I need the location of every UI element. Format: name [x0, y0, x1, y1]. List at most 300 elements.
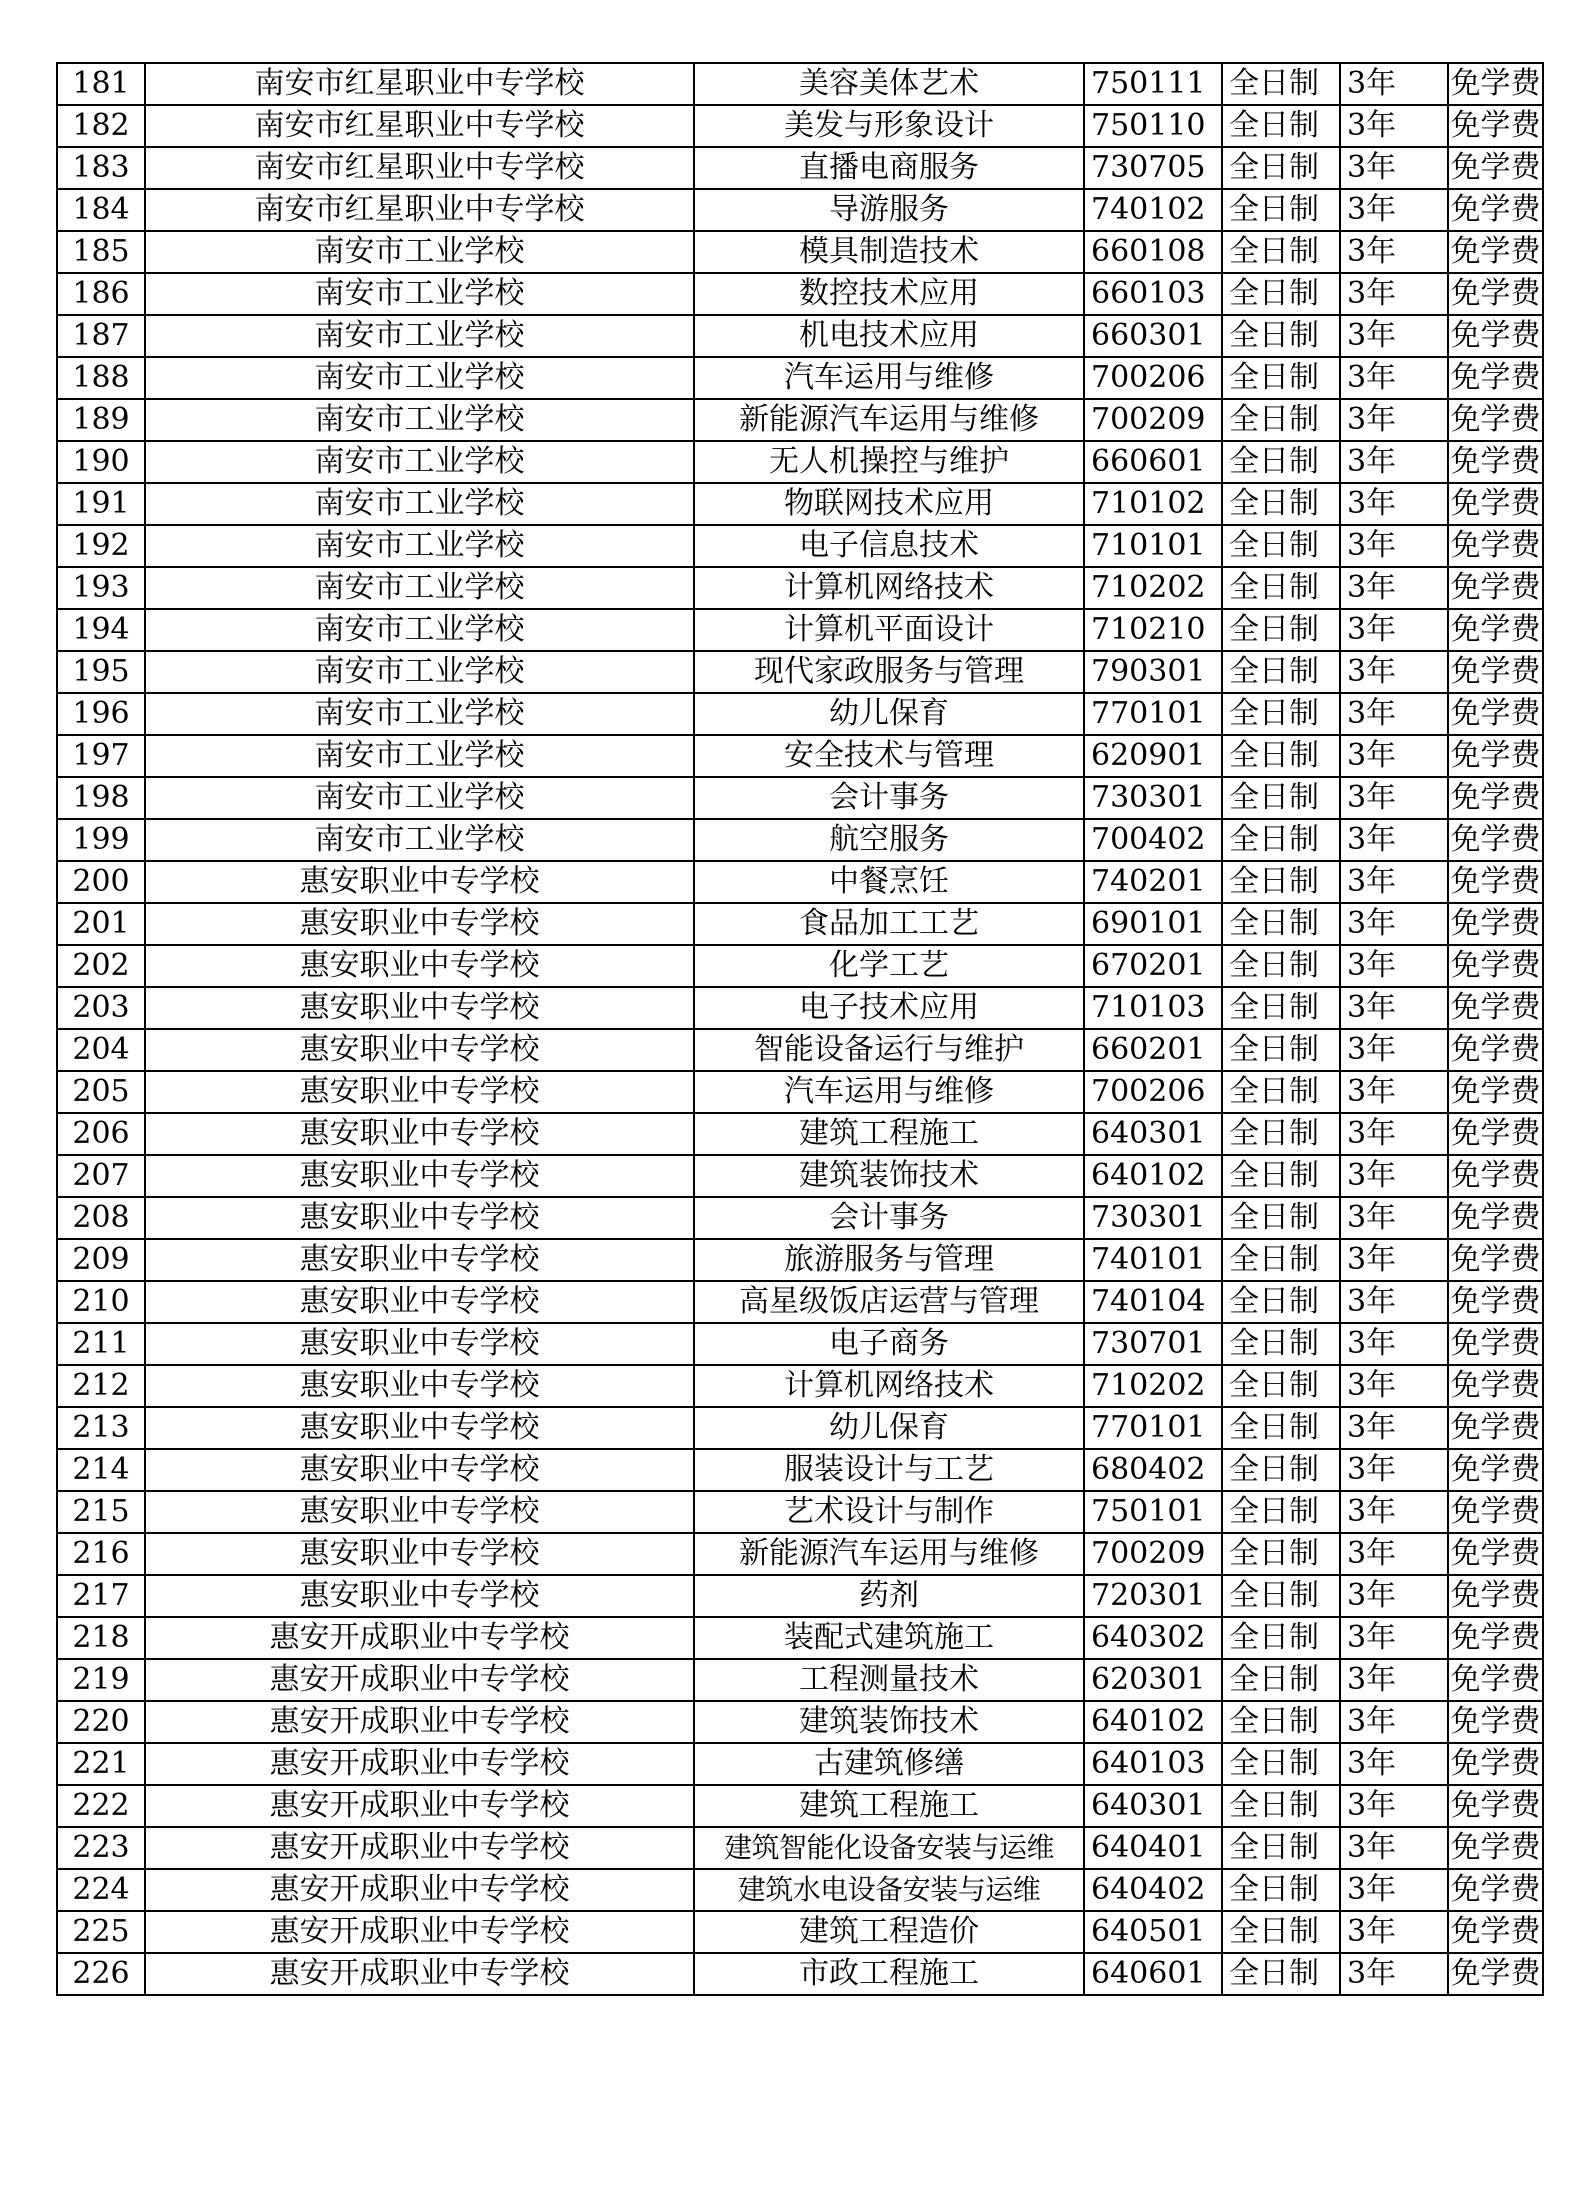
row-number-cell: 182: [57, 105, 145, 147]
school-name-cell: 南安市工业学校: [145, 651, 694, 693]
tuition-cell: 免学费: [1448, 189, 1543, 231]
duration-cell: 3年: [1340, 1197, 1448, 1239]
tuition-cell: 免学费: [1448, 777, 1543, 819]
school-name-cell: 南安市工业学校: [145, 273, 694, 315]
duration-cell: 3年: [1340, 1239, 1448, 1281]
school-name-cell: 惠安开成职业中专学校: [145, 1659, 694, 1701]
study-mode-cell: 全日制: [1222, 1869, 1340, 1911]
tuition-cell: 免学费: [1448, 1533, 1543, 1575]
table-row: [57, 1407, 1543, 1449]
major-name-cell: 药剂: [694, 1575, 1084, 1617]
row-number-cell: 207: [57, 1155, 145, 1197]
study-mode-cell: 全日制: [1222, 63, 1340, 105]
row-number-cell: 224: [57, 1869, 145, 1911]
study-mode-cell: 全日制: [1222, 1155, 1340, 1197]
table-row: [57, 147, 1543, 189]
major-name-cell: 市政工程施工: [694, 1953, 1084, 1995]
duration-cell: 3年: [1340, 357, 1448, 399]
duration-cell: 3年: [1340, 819, 1448, 861]
school-name-cell: 南安市工业学校: [145, 693, 694, 735]
row-number-cell: 218: [57, 1617, 145, 1659]
study-mode-cell: 全日制: [1222, 273, 1340, 315]
major-name-cell: 会计事务: [694, 1197, 1084, 1239]
table-row: [57, 1701, 1543, 1743]
major-name-cell: 数控技术应用: [694, 273, 1084, 315]
table-row: [57, 357, 1543, 399]
duration-cell: 3年: [1340, 1029, 1448, 1071]
duration-cell: 3年: [1340, 231, 1448, 273]
duration-cell: 3年: [1340, 1533, 1448, 1575]
duration-cell: 3年: [1340, 1743, 1448, 1785]
major-code-cell: 640102: [1084, 1155, 1222, 1197]
major-name-cell: 化学工艺: [694, 945, 1084, 987]
school-name-cell: 南安市红星职业中专学校: [145, 189, 694, 231]
school-name-cell: 南安市工业学校: [145, 483, 694, 525]
major-code-cell: 640401: [1084, 1827, 1222, 1869]
table-row: [57, 609, 1543, 651]
table-row: [57, 1449, 1543, 1491]
major-name-cell: 会计事务: [694, 777, 1084, 819]
row-number-cell: 189: [57, 399, 145, 441]
row-number-cell: 195: [57, 651, 145, 693]
enrollment-table: [56, 62, 1544, 1996]
major-name-cell: 智能设备运行与维护: [694, 1029, 1084, 1071]
row-number-cell: 194: [57, 609, 145, 651]
major-name-cell: 工程测量技术: [694, 1659, 1084, 1701]
table-row: [57, 1323, 1543, 1365]
tuition-cell: 免学费: [1448, 651, 1543, 693]
major-code-cell: 750101: [1084, 1491, 1222, 1533]
school-name-cell: 惠安开成职业中专学校: [145, 1953, 694, 1995]
major-name-cell: 美发与形象设计: [694, 105, 1084, 147]
study-mode-cell: 全日制: [1222, 987, 1340, 1029]
tuition-cell: 免学费: [1448, 1659, 1543, 1701]
major-name-cell: 计算机网络技术: [694, 1365, 1084, 1407]
major-name-cell: 物联网技术应用: [694, 483, 1084, 525]
major-name-cell: 无人机操控与维护: [694, 441, 1084, 483]
table-row: [57, 1113, 1543, 1155]
row-number-cell: 205: [57, 1071, 145, 1113]
tuition-cell: 免学费: [1448, 861, 1543, 903]
major-code-cell: 750110: [1084, 105, 1222, 147]
table-row: [57, 567, 1543, 609]
table-row: [57, 1785, 1543, 1827]
major-code-cell: 620301: [1084, 1659, 1222, 1701]
major-code-cell: 690101: [1084, 903, 1222, 945]
school-name-cell: 惠安职业中专学校: [145, 1365, 694, 1407]
table-row: [57, 1281, 1543, 1323]
major-name-cell: 旅游服务与管理: [694, 1239, 1084, 1281]
major-name-cell: 计算机平面设计: [694, 609, 1084, 651]
major-name-cell: 航空服务: [694, 819, 1084, 861]
duration-cell: 3年: [1340, 483, 1448, 525]
table-row: [57, 1659, 1543, 1701]
major-code-cell: 790301: [1084, 651, 1222, 693]
table-row: [57, 315, 1543, 357]
tuition-cell: 免学费: [1448, 1449, 1543, 1491]
major-name-cell: 电子商务: [694, 1323, 1084, 1365]
study-mode-cell: 全日制: [1222, 147, 1340, 189]
major-code-cell: 710103: [1084, 987, 1222, 1029]
table-row: [57, 63, 1543, 105]
school-name-cell: 南安市红星职业中专学校: [145, 105, 694, 147]
tuition-cell: 免学费: [1448, 1743, 1543, 1785]
tuition-cell: 免学费: [1448, 273, 1543, 315]
major-name-cell: 幼儿保育: [694, 1407, 1084, 1449]
school-name-cell: 惠安开成职业中专学校: [145, 1911, 694, 1953]
major-name-cell: 建筑水电设备安装与运维: [694, 1869, 1084, 1911]
tuition-cell: 免学费: [1448, 693, 1543, 735]
study-mode-cell: 全日制: [1222, 1029, 1340, 1071]
major-name-cell: 中餐烹饪: [694, 861, 1084, 903]
major-name-cell: 艺术设计与制作: [694, 1491, 1084, 1533]
major-code-cell: 740102: [1084, 189, 1222, 231]
row-number-cell: 213: [57, 1407, 145, 1449]
row-number-cell: 187: [57, 315, 145, 357]
study-mode-cell: 全日制: [1222, 1659, 1340, 1701]
table-row: [57, 273, 1543, 315]
duration-cell: 3年: [1340, 1323, 1448, 1365]
school-name-cell: 南安市红星职业中专学校: [145, 63, 694, 105]
school-name-cell: 惠安职业中专学校: [145, 1533, 694, 1575]
tuition-cell: 免学费: [1448, 1701, 1543, 1743]
major-code-cell: 700206: [1084, 1071, 1222, 1113]
study-mode-cell: 全日制: [1222, 441, 1340, 483]
tuition-cell: 免学费: [1448, 1827, 1543, 1869]
tuition-cell: 免学费: [1448, 609, 1543, 651]
duration-cell: 3年: [1340, 399, 1448, 441]
row-number-cell: 210: [57, 1281, 145, 1323]
tuition-cell: 免学费: [1448, 903, 1543, 945]
study-mode-cell: 全日制: [1222, 1911, 1340, 1953]
major-code-cell: 720301: [1084, 1575, 1222, 1617]
table-row: [57, 903, 1543, 945]
row-number-cell: 193: [57, 567, 145, 609]
duration-cell: 3年: [1340, 525, 1448, 567]
major-name-cell: 建筑智能化设备安装与运维: [694, 1827, 1084, 1869]
study-mode-cell: 全日制: [1222, 819, 1340, 861]
major-name-cell: 电子技术应用: [694, 987, 1084, 1029]
duration-cell: 3年: [1340, 1701, 1448, 1743]
row-number-cell: 181: [57, 63, 145, 105]
study-mode-cell: 全日制: [1222, 651, 1340, 693]
major-code-cell: 660103: [1084, 273, 1222, 315]
major-code-cell: 770101: [1084, 693, 1222, 735]
major-name-cell: 建筑工程施工: [694, 1785, 1084, 1827]
study-mode-cell: 全日制: [1222, 1239, 1340, 1281]
school-name-cell: 惠安职业中专学校: [145, 1239, 694, 1281]
duration-cell: 3年: [1340, 945, 1448, 987]
major-code-cell: 740101: [1084, 1239, 1222, 1281]
major-code-cell: 640102: [1084, 1701, 1222, 1743]
major-name-cell: 计算机网络技术: [694, 567, 1084, 609]
row-number-cell: 226: [57, 1953, 145, 1995]
table-row: [57, 525, 1543, 567]
study-mode-cell: 全日制: [1222, 1743, 1340, 1785]
major-code-cell: 660108: [1084, 231, 1222, 273]
table-row: [57, 777, 1543, 819]
duration-cell: 3年: [1340, 693, 1448, 735]
duration-cell: 3年: [1340, 105, 1448, 147]
table-row: [57, 1365, 1543, 1407]
major-code-cell: 700206: [1084, 357, 1222, 399]
tuition-cell: 免学费: [1448, 1911, 1543, 1953]
table-row: [57, 1617, 1543, 1659]
row-number-cell: 212: [57, 1365, 145, 1407]
row-number-cell: 211: [57, 1323, 145, 1365]
study-mode-cell: 全日制: [1222, 1449, 1340, 1491]
table-row: [57, 1827, 1543, 1869]
school-name-cell: 南安市工业学校: [145, 777, 694, 819]
row-number-cell: 214: [57, 1449, 145, 1491]
school-name-cell: 惠安职业中专学校: [145, 1407, 694, 1449]
duration-cell: 3年: [1340, 189, 1448, 231]
major-code-cell: 660201: [1084, 1029, 1222, 1071]
row-number-cell: 191: [57, 483, 145, 525]
study-mode-cell: 全日制: [1222, 903, 1340, 945]
row-number-cell: 198: [57, 777, 145, 819]
study-mode-cell: 全日制: [1222, 357, 1340, 399]
table-row: [57, 1029, 1543, 1071]
study-mode-cell: 全日制: [1222, 1953, 1340, 1995]
row-number-cell: 209: [57, 1239, 145, 1281]
school-name-cell: 惠安职业中专学校: [145, 1491, 694, 1533]
duration-cell: 3年: [1340, 903, 1448, 945]
major-code-cell: 700209: [1084, 399, 1222, 441]
duration-cell: 3年: [1340, 987, 1448, 1029]
school-name-cell: 南安市工业学校: [145, 735, 694, 777]
table-row: [57, 1533, 1543, 1575]
study-mode-cell: 全日制: [1222, 189, 1340, 231]
major-name-cell: 建筑装饰技术: [694, 1155, 1084, 1197]
major-name-cell: 美容美体艺术: [694, 63, 1084, 105]
tuition-cell: 免学费: [1448, 945, 1543, 987]
major-code-cell: 740201: [1084, 861, 1222, 903]
major-code-cell: 770101: [1084, 1407, 1222, 1449]
tuition-cell: 免学费: [1448, 1869, 1543, 1911]
tuition-cell: 免学费: [1448, 315, 1543, 357]
duration-cell: 3年: [1340, 315, 1448, 357]
school-name-cell: 南安市红星职业中专学校: [145, 147, 694, 189]
row-number-cell: 221: [57, 1743, 145, 1785]
duration-cell: 3年: [1340, 1617, 1448, 1659]
duration-cell: 3年: [1340, 1911, 1448, 1953]
major-name-cell: 古建筑修缮: [694, 1743, 1084, 1785]
tuition-cell: 免学费: [1448, 1953, 1543, 1995]
study-mode-cell: 全日制: [1222, 1827, 1340, 1869]
duration-cell: 3年: [1340, 735, 1448, 777]
major-code-cell: 640301: [1084, 1113, 1222, 1155]
study-mode-cell: 全日制: [1222, 483, 1340, 525]
major-name-cell: 服装设计与工艺: [694, 1449, 1084, 1491]
major-code-cell: 620901: [1084, 735, 1222, 777]
duration-cell: 3年: [1340, 1785, 1448, 1827]
row-number-cell: 188: [57, 357, 145, 399]
tuition-cell: 免学费: [1448, 1113, 1543, 1155]
major-name-cell: 导游服务: [694, 189, 1084, 231]
major-name-cell: 安全技术与管理: [694, 735, 1084, 777]
tuition-cell: 免学费: [1448, 735, 1543, 777]
tuition-cell: 免学费: [1448, 1575, 1543, 1617]
major-name-cell: 建筑工程造价: [694, 1911, 1084, 1953]
row-number-cell: 184: [57, 189, 145, 231]
school-name-cell: 南安市工业学校: [145, 609, 694, 651]
duration-cell: 3年: [1340, 441, 1448, 483]
row-number-cell: 196: [57, 693, 145, 735]
tuition-cell: 免学费: [1448, 1323, 1543, 1365]
tuition-cell: 免学费: [1448, 1197, 1543, 1239]
school-name-cell: 惠安职业中专学校: [145, 1575, 694, 1617]
row-number-cell: 219: [57, 1659, 145, 1701]
row-number-cell: 192: [57, 525, 145, 567]
study-mode-cell: 全日制: [1222, 945, 1340, 987]
duration-cell: 3年: [1340, 1575, 1448, 1617]
tuition-cell: 免学费: [1448, 63, 1543, 105]
study-mode-cell: 全日制: [1222, 1197, 1340, 1239]
tuition-cell: 免学费: [1448, 1785, 1543, 1827]
major-name-cell: 高星级饭店运营与管理: [694, 1281, 1084, 1323]
row-number-cell: 197: [57, 735, 145, 777]
tuition-cell: 免学费: [1448, 147, 1543, 189]
study-mode-cell: 全日制: [1222, 609, 1340, 651]
table-row: [57, 945, 1543, 987]
major-code-cell: 730701: [1084, 1323, 1222, 1365]
tuition-cell: 免学费: [1448, 525, 1543, 567]
school-name-cell: 惠安职业中专学校: [145, 945, 694, 987]
duration-cell: 3年: [1340, 1155, 1448, 1197]
school-name-cell: 南安市工业学校: [145, 441, 694, 483]
duration-cell: 3年: [1340, 1365, 1448, 1407]
major-name-cell: 汽车运用与维修: [694, 1071, 1084, 1113]
major-code-cell: 670201: [1084, 945, 1222, 987]
study-mode-cell: 全日制: [1222, 1491, 1340, 1533]
school-name-cell: 惠安职业中专学校: [145, 1029, 694, 1071]
major-code-cell: 640302: [1084, 1617, 1222, 1659]
duration-cell: 3年: [1340, 1113, 1448, 1155]
row-number-cell: 216: [57, 1533, 145, 1575]
table-row: [57, 1491, 1543, 1533]
table-row: [57, 1155, 1543, 1197]
major-name-cell: 新能源汽车运用与维修: [694, 1533, 1084, 1575]
major-code-cell: 710102: [1084, 483, 1222, 525]
row-number-cell: 223: [57, 1827, 145, 1869]
duration-cell: 3年: [1340, 1407, 1448, 1449]
study-mode-cell: 全日制: [1222, 105, 1340, 147]
major-code-cell: 710202: [1084, 567, 1222, 609]
tuition-cell: 免学费: [1448, 1029, 1543, 1071]
major-code-cell: 710210: [1084, 609, 1222, 651]
study-mode-cell: 全日制: [1222, 1785, 1340, 1827]
tuition-cell: 免学费: [1448, 483, 1543, 525]
study-mode-cell: 全日制: [1222, 1701, 1340, 1743]
tuition-cell: 免学费: [1448, 1281, 1543, 1323]
school-name-cell: 南安市工业学校: [145, 567, 694, 609]
table-row: [57, 819, 1543, 861]
duration-cell: 3年: [1340, 1281, 1448, 1323]
major-code-cell: 640103: [1084, 1743, 1222, 1785]
major-name-cell: 建筑工程施工: [694, 1113, 1084, 1155]
table-row: [57, 189, 1543, 231]
table-row: [57, 861, 1543, 903]
major-name-cell: 现代家政服务与管理: [694, 651, 1084, 693]
duration-cell: 3年: [1340, 63, 1448, 105]
tuition-cell: 免学费: [1448, 1155, 1543, 1197]
table-row: [57, 441, 1543, 483]
study-mode-cell: 全日制: [1222, 1323, 1340, 1365]
school-name-cell: 惠安开成职业中专学校: [145, 1617, 694, 1659]
major-name-cell: 装配式建筑施工: [694, 1617, 1084, 1659]
row-number-cell: 185: [57, 231, 145, 273]
major-code-cell: 730301: [1084, 1197, 1222, 1239]
row-number-cell: 186: [57, 273, 145, 315]
study-mode-cell: 全日制: [1222, 1281, 1340, 1323]
study-mode-cell: 全日制: [1222, 399, 1340, 441]
tuition-cell: 免学费: [1448, 567, 1543, 609]
school-name-cell: 惠安职业中专学校: [145, 1155, 694, 1197]
school-name-cell: 惠安职业中专学校: [145, 903, 694, 945]
major-name-cell: 新能源汽车运用与维修: [694, 399, 1084, 441]
table-row: [57, 735, 1543, 777]
school-name-cell: 惠安开成职业中专学校: [145, 1743, 694, 1785]
major-name-cell: 机电技术应用: [694, 315, 1084, 357]
school-name-cell: 惠安职业中专学校: [145, 1281, 694, 1323]
row-number-cell: 201: [57, 903, 145, 945]
study-mode-cell: 全日制: [1222, 1575, 1340, 1617]
major-code-cell: 660601: [1084, 441, 1222, 483]
table-row: [57, 399, 1543, 441]
duration-cell: 3年: [1340, 273, 1448, 315]
study-mode-cell: 全日制: [1222, 861, 1340, 903]
major-code-cell: 740104: [1084, 1281, 1222, 1323]
row-number-cell: 220: [57, 1701, 145, 1743]
table-row: [57, 1953, 1543, 1995]
table-row: [57, 987, 1543, 1029]
duration-cell: 3年: [1340, 777, 1448, 819]
table-row: [57, 105, 1543, 147]
major-code-cell: 730301: [1084, 777, 1222, 819]
table-row: [57, 693, 1543, 735]
tuition-cell: 免学费: [1448, 357, 1543, 399]
school-name-cell: 惠安职业中专学校: [145, 1071, 694, 1113]
study-mode-cell: 全日制: [1222, 231, 1340, 273]
major-name-cell: 食品加工工艺: [694, 903, 1084, 945]
school-name-cell: 南安市工业学校: [145, 357, 694, 399]
study-mode-cell: 全日制: [1222, 525, 1340, 567]
major-code-cell: 750111: [1084, 63, 1222, 105]
table-row: [57, 483, 1543, 525]
row-number-cell: 183: [57, 147, 145, 189]
table-row: [57, 1071, 1543, 1113]
study-mode-cell: 全日制: [1222, 777, 1340, 819]
tuition-cell: 免学费: [1448, 1239, 1543, 1281]
school-name-cell: 惠安职业中专学校: [145, 1323, 694, 1365]
study-mode-cell: 全日制: [1222, 1617, 1340, 1659]
table-row: [57, 651, 1543, 693]
table-row: [57, 1869, 1543, 1911]
duration-cell: 3年: [1340, 1449, 1448, 1491]
school-name-cell: 南安市工业学校: [145, 231, 694, 273]
major-name-cell: 汽车运用与维修: [694, 357, 1084, 399]
major-code-cell: 640601: [1084, 1953, 1222, 1995]
row-number-cell: 222: [57, 1785, 145, 1827]
tuition-cell: 免学费: [1448, 441, 1543, 483]
school-name-cell: 惠安职业中专学校: [145, 861, 694, 903]
table-row: [57, 1239, 1543, 1281]
table-body: [57, 63, 1543, 1995]
major-code-cell: 640301: [1084, 1785, 1222, 1827]
school-name-cell: 惠安职业中专学校: [145, 1197, 694, 1239]
tuition-cell: 免学费: [1448, 231, 1543, 273]
